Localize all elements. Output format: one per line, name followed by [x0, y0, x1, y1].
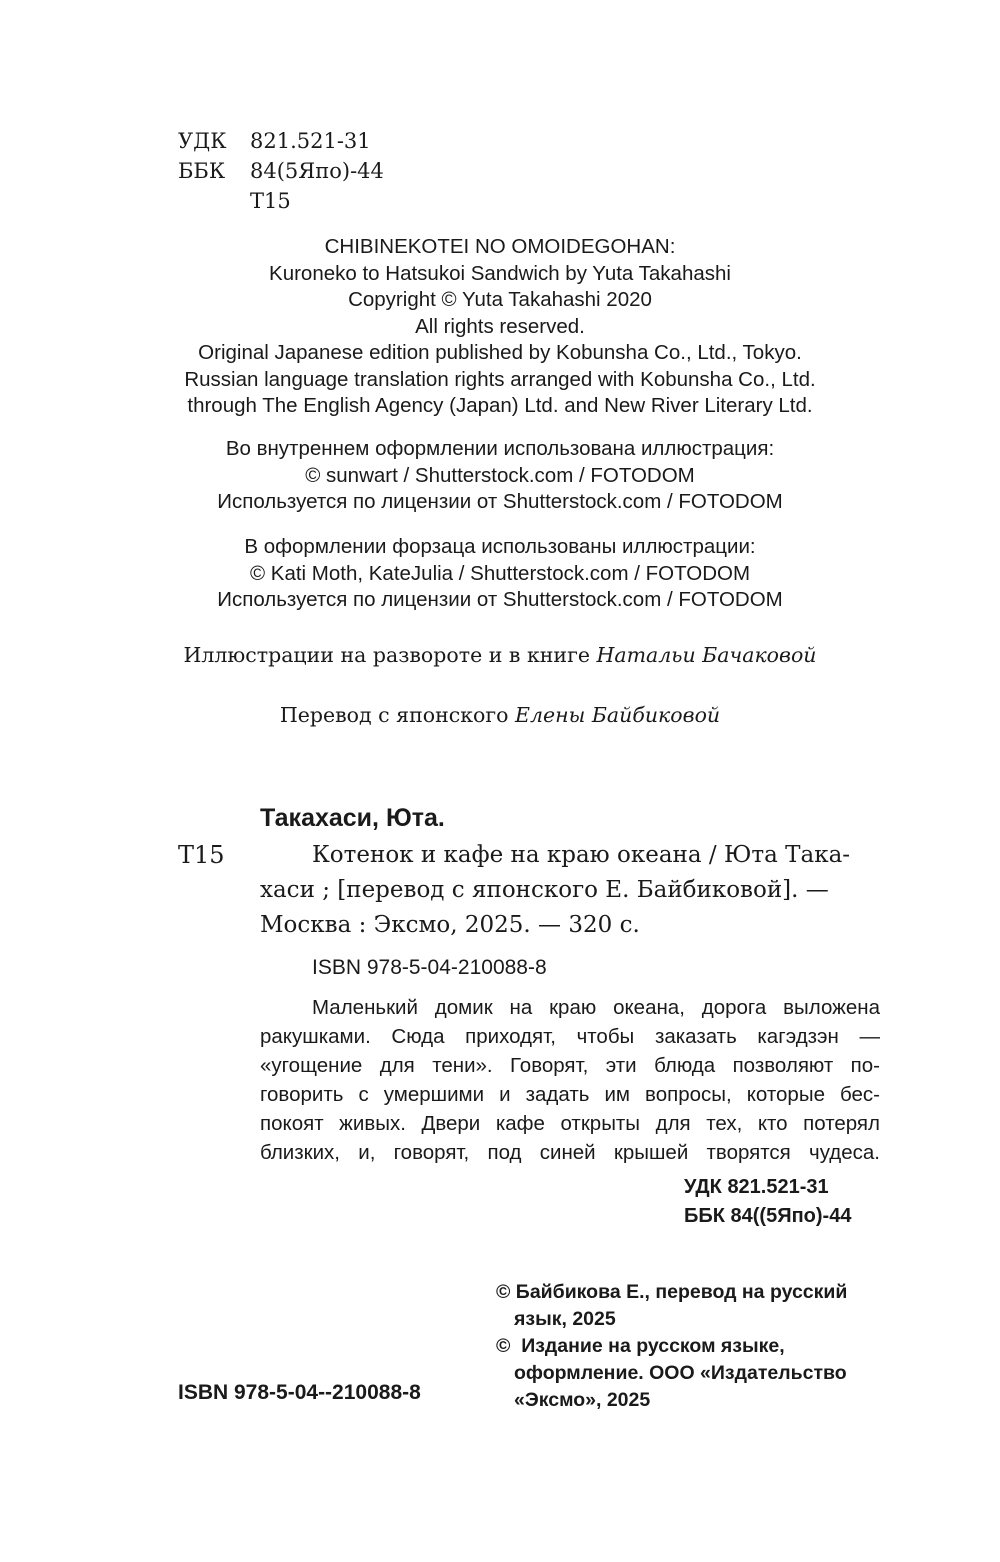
rights-line: through The English Agency (Japan) Ltd. and New River Literary Ltd.: [187, 394, 813, 417]
copyright-block: [496, 1279, 886, 1414]
rights-line: Russian language translation rights arranged with Kobunsha Co., Ltd.: [184, 367, 816, 391]
annotation-line: ракушками. Сюда приходят, чтобы заказать кагэдзэн —: [260, 1025, 880, 1048]
rights-line: CHIBINEKOTEI NO OMOIDEGOHAN:: [324, 235, 676, 258]
interior-illustration-block: [0, 436, 1000, 516]
credit-line: © sunwart / Shutterstock.com / FOTODOM: [305, 463, 695, 487]
annotation-line: покоят живых. Двери кафе открыты для тех, кто потерял: [260, 1112, 880, 1135]
catalog-isbn: ISBN 978-5-04-210088-8: [312, 956, 547, 979]
copyright-line: «Эксмо», 2025: [514, 1389, 651, 1411]
credit-line: Во внутреннем оформлении использована иллюстрация:: [225, 437, 775, 460]
credit-line: В оформлении форзаца использованы иллюстрации:: [244, 535, 756, 558]
catalog-description: [260, 838, 880, 943]
illustrator-name: Натальи Бачаковой: [596, 643, 817, 667]
translator-prefix: Перевод с японского: [279, 703, 515, 727]
illustrator-credit: [0, 640, 1000, 670]
annotation-line: «угощение для тени». Говорят, эти блюда позволяют по-: [260, 1054, 880, 1077]
author-mark: Т15: [250, 189, 291, 213]
copyright-line: © Издание на русском языке,: [496, 1335, 785, 1357]
copyright-icon: ©: [496, 1281, 511, 1303]
credit-line: Используется по лицензии от Shutterstock.com / FOTODOM: [217, 588, 783, 611]
bottom-isbn: ISBN 978-5-04--210088-8: [178, 1381, 421, 1404]
catalog-classification: [684, 1173, 851, 1231]
copyright-line: © Байбикова Е., перевод на русский: [496, 1281, 848, 1303]
udk-value: 821.521-31: [250, 129, 371, 153]
catalog-bbk: ББК 84((5Япо)-44: [684, 1205, 852, 1227]
rights-line: All rights reserved.: [415, 314, 585, 338]
udk-label: УДК: [178, 129, 227, 153]
catalog-code: Т15: [178, 841, 225, 869]
catalog-udk: УДК 821.521-31: [684, 1176, 829, 1198]
annotation-line: говорить с умершими и задать им вопросы, которые бес-: [260, 1083, 880, 1106]
translator-name: Елены Байбиковой: [514, 703, 721, 727]
catalog-line: Котенок и кафе на краю океана / Юта Така-: [312, 842, 851, 868]
annotation-line: близких, и, говорят, под синей крышей творятся чудеса.: [260, 1141, 880, 1164]
annotation: [260, 993, 880, 1167]
bbk-label: ББК: [178, 159, 226, 183]
rights-line: Copyright © Yuta Takahashi 2020: [348, 288, 652, 311]
rights-line: Original Japanese edition published by Kobunsha Co., Ltd., Tokyo.: [198, 341, 802, 364]
credit-line: © Kati Moth, KateJulia / Shutterstock.com / FOTODOM: [249, 561, 751, 585]
copyright-icon: ©: [496, 1335, 511, 1357]
original-rights-block: [0, 234, 1000, 420]
catalog-line: хаси ; [перевод с японского Е. Байбиковой]. —: [260, 877, 829, 903]
annotation-line: Маленький домик на краю океана, дорога выложена: [312, 996, 880, 1019]
catalog-line: Москва : Эксмо, 2025. — 320 с.: [260, 912, 640, 938]
copyright-line: язык, 2025: [514, 1308, 616, 1330]
illustrator-prefix: Иллюстрации на развороте и в книге: [183, 643, 597, 667]
catalog-author: Такахаси, Юта.: [260, 804, 445, 832]
credit-line: Используется по лицензии от Shutterstock.com / FOTODOM: [217, 490, 783, 513]
endpaper-illustration-block: [0, 534, 1000, 614]
copyright-line: оформление. ООО «Издательство: [514, 1362, 847, 1384]
translator-credit: [0, 700, 1000, 730]
bbk-value: 84(5Япо)-44: [250, 159, 384, 183]
rights-line: Kuroneko to Hatsukoi Sandwich by Yuta Takahashi: [269, 261, 731, 285]
